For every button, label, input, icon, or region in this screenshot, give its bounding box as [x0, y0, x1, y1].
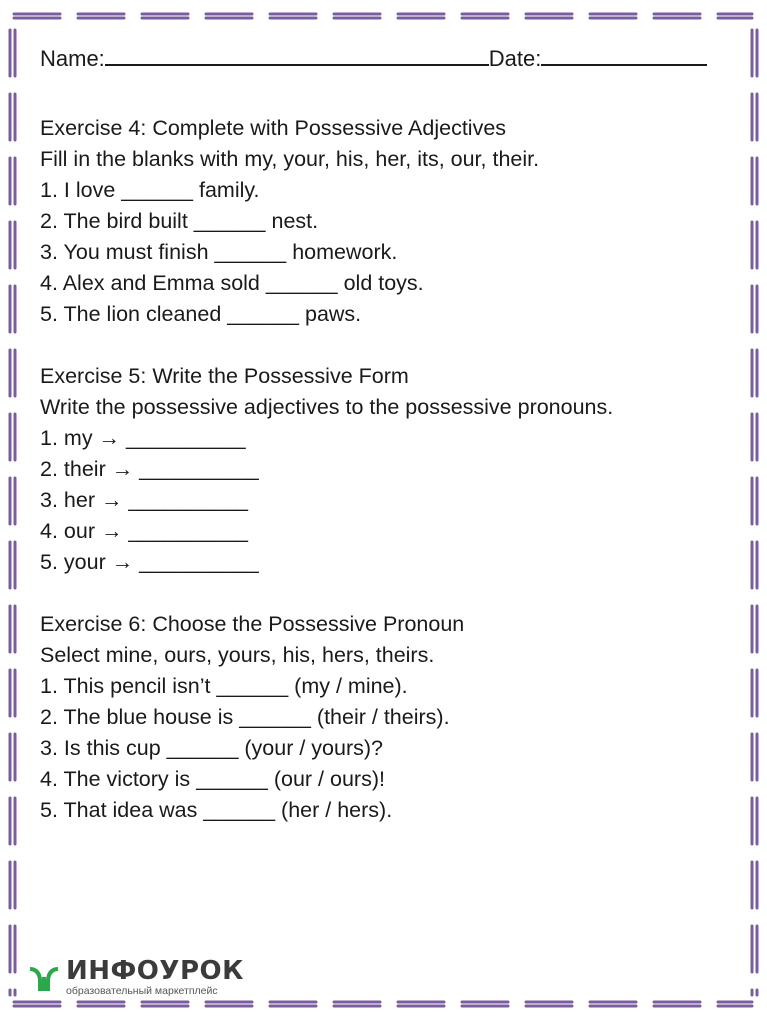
- exercise-title: Exercise 6: Choose the Possessive Pronoun: [40, 612, 465, 636]
- exercise-title: Exercise 5: Write the Possessive Form: [40, 364, 409, 388]
- exercise-item: 3. her → __________: [40, 488, 248, 512]
- name-label: Name:: [40, 46, 105, 71]
- exercise-item: 4. Alex and Emma sold ______ old toys.: [40, 271, 424, 295]
- name-date-line: [40, 44, 730, 72]
- exercise-item: 5. your → __________: [40, 550, 259, 574]
- logo-name: ИНФОУРОК: [66, 956, 244, 986]
- name-blank[interactable]: [105, 44, 489, 66]
- exercise-5: [40, 361, 730, 578]
- exercise-item: 4. The victory is ______ (our / ours)!: [40, 767, 385, 791]
- exercise-instruction: Write the possessive adjectives to the possessive pronouns.: [40, 395, 614, 419]
- exercise-item: 5. That idea was ______ (her / hers).: [40, 798, 393, 822]
- exercise-4: [40, 113, 730, 330]
- exercise-item: 4. our → __________: [40, 519, 248, 543]
- exercise-title: Exercise 4: Complete with Possessive Adjectives: [40, 116, 507, 140]
- exercise-item: 5. The lion cleaned ______ paws.: [40, 302, 362, 326]
- date-label: Date:: [488, 46, 542, 71]
- exercise-item: 3. Is this cup ______ (your / yours)?: [40, 736, 383, 760]
- exercise-item: 1. This pencil isn’t ______ (my / mine).: [40, 674, 408, 698]
- infourok-logo: [28, 958, 244, 997]
- date-blank[interactable]: [541, 44, 707, 66]
- exercise-instruction: Select mine, ours, yours, his, hers, theirs.: [40, 643, 435, 667]
- exercise-item: 1. my → __________: [40, 426, 246, 450]
- exercise-item: 1. I love ______ family.: [40, 178, 260, 202]
- exercise-item: 2. their → __________: [40, 457, 259, 481]
- logo-leaf-icon: [28, 963, 60, 993]
- exercise-6: [40, 609, 730, 826]
- worksheet-content: [40, 113, 730, 857]
- exercise-instruction: Fill in the blanks with my, your, his, her, its, our, their.: [40, 147, 540, 171]
- exercise-item: 2. The bird built ______ nest.: [40, 209, 319, 233]
- logo-subtitle: образовательный маркетплейс: [66, 985, 218, 997]
- exercise-item: 3. You must finish ______ homework.: [40, 240, 398, 264]
- exercise-item: 2. The blue house is ______ (their / theirs).: [40, 705, 450, 729]
